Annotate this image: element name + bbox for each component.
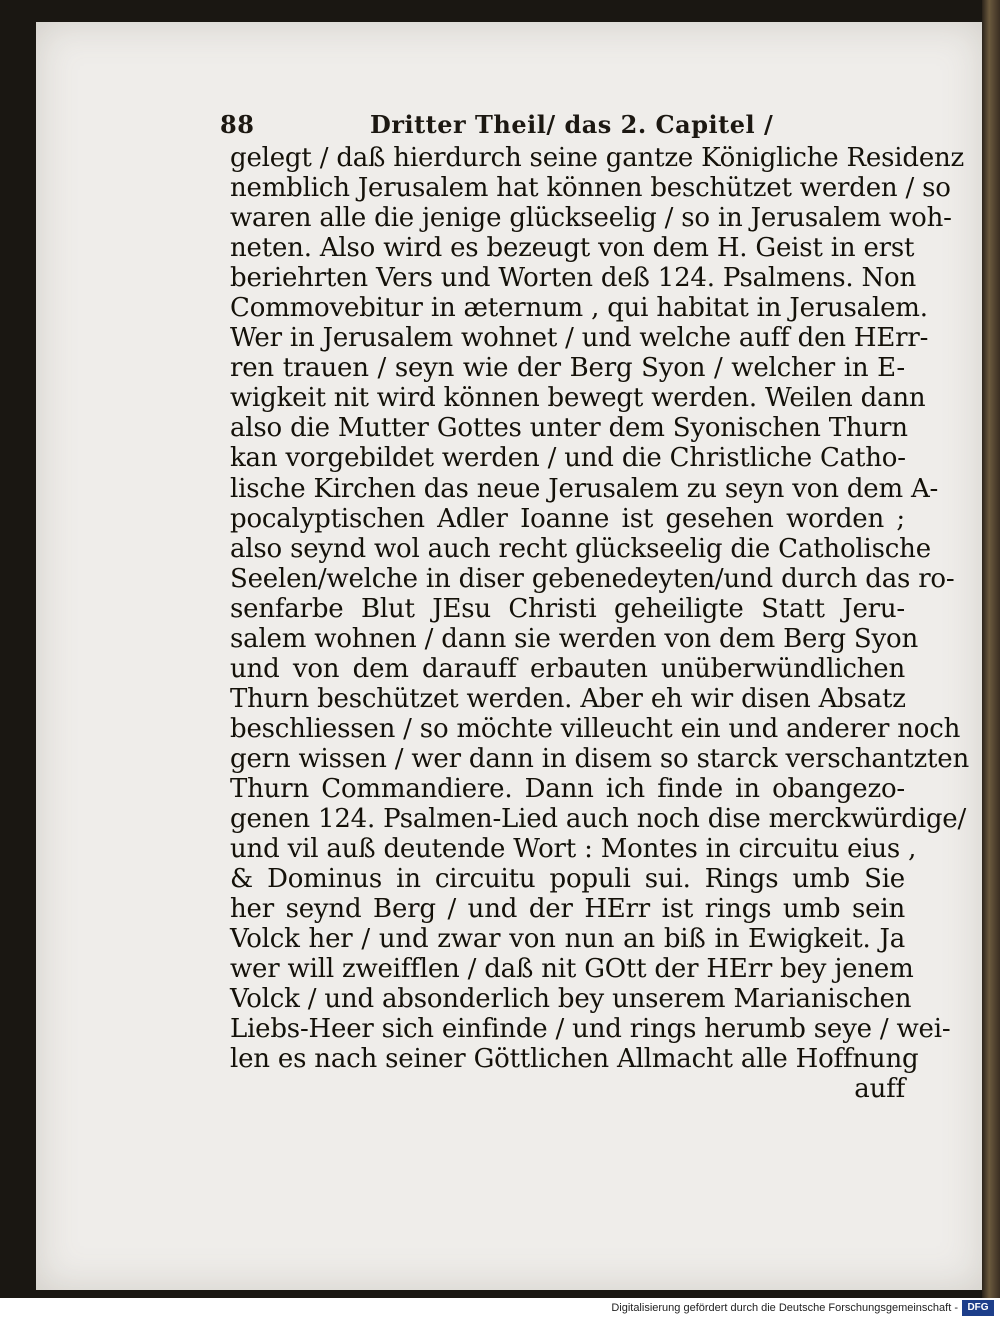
text-line: wer will zweifflen / daß nit GOtt der HErr bey jenem xyxy=(230,954,914,985)
text-line: pocalyptischen Adler Ioanne ist gesehen worden ; xyxy=(230,503,905,534)
funding-notice: Digitalisierung gefördert durch die Deutsche Forschungsgemeinschaft - xyxy=(611,1302,958,1314)
text-line: & Dominus in circuitu populi sui. Rings umb Sie xyxy=(230,864,905,895)
text-line: genen 124. Psalmen-Lied auch noch dise merckwürdige/ xyxy=(230,804,967,835)
text-line: Wer in Jerusalem wohnet / und welche auff den HErr- xyxy=(230,323,929,354)
text-line: beschliessen / so möchte villeucht ein und anderer noch xyxy=(230,713,961,744)
text-line: waren alle die jenige glückseelig / so in Jerusalem woh- xyxy=(230,203,952,234)
text-line: kan vorgebildet werden / und die Christliche Catho- xyxy=(230,443,906,474)
page-body-text xyxy=(230,143,970,1105)
page-header xyxy=(220,110,900,144)
text-line: salem wohnen / dann sie werden von dem Berg Syon xyxy=(230,623,919,654)
text-line: beriehrten Vers und Worten deß 124. Psalmens. Non xyxy=(230,263,917,294)
text-line: her seynd Berg / und der HErr ist rings umb sein xyxy=(230,894,905,925)
digitization-footer xyxy=(0,1298,1000,1319)
text-line: Commovebitur in æternum , qui habitat in Jerusalem. xyxy=(230,293,928,324)
text-line: also seynd wol auch recht glückseelig die Catholische xyxy=(230,533,931,564)
text-line: Thurn Commandiere. Dann ich finde in obangezo- xyxy=(230,773,905,804)
text-line: und von dem darauff erbauten unüberwündlichen xyxy=(230,653,905,684)
text-line: wigkeit nit wird können bewegt werden. Weilen dann xyxy=(230,383,926,414)
text-line: nemblich Jerusalem hat können beschützet werden / so xyxy=(230,173,951,204)
text-line: Thurn beschützet werden. Aber eh wir disen Absatz xyxy=(230,683,906,714)
text-line: Volck / und absonderlich bey unserem Marianischen xyxy=(230,984,912,1015)
page-number: 88 xyxy=(220,110,255,139)
text-line: neten. Also wird es bezeugt von dem H. Geist in erst xyxy=(230,233,915,264)
text-line: Volck her / und zwar von nun an biß in Ewigkeit. Ja xyxy=(230,924,905,955)
text-line: also die Mutter Gottes unter dem Syonischen Thurn xyxy=(230,413,908,444)
text-line: ren trauen / seyn wie der Berg Syon / welcher in E- xyxy=(230,353,905,384)
text-line: Liebs-Heer sich einfinde / und rings herumb seye / wei- xyxy=(230,1014,951,1045)
text-line: gelegt / daß hierdurch seine gantze Königliche Residenz xyxy=(230,143,965,173)
text-line: gern wissen / wer dann in disem so starck verschantzten xyxy=(230,743,970,774)
text-line: len es nach seiner Göttlichen Allmacht alle Hoffnung xyxy=(230,1044,919,1075)
text-line: Seelen/welche in diser gebenedeyten/und durch das ro- xyxy=(230,563,955,594)
text-line: und vil auß deutende Wort : Montes in circuitu eius , xyxy=(230,834,917,865)
text-line: lische Kirchen das neue Jerusalem zu seyn von dem A- xyxy=(230,473,939,504)
book-spine-edge xyxy=(982,0,1000,1298)
running-head: Dritter Theil/ das 2. Capitel / xyxy=(370,110,774,139)
text-line: senfarbe Blut JEsu Christi geheiligte Statt Jeru- xyxy=(230,593,905,624)
dfg-logo: DFG xyxy=(962,1300,994,1316)
catchword: auff xyxy=(854,1074,905,1105)
